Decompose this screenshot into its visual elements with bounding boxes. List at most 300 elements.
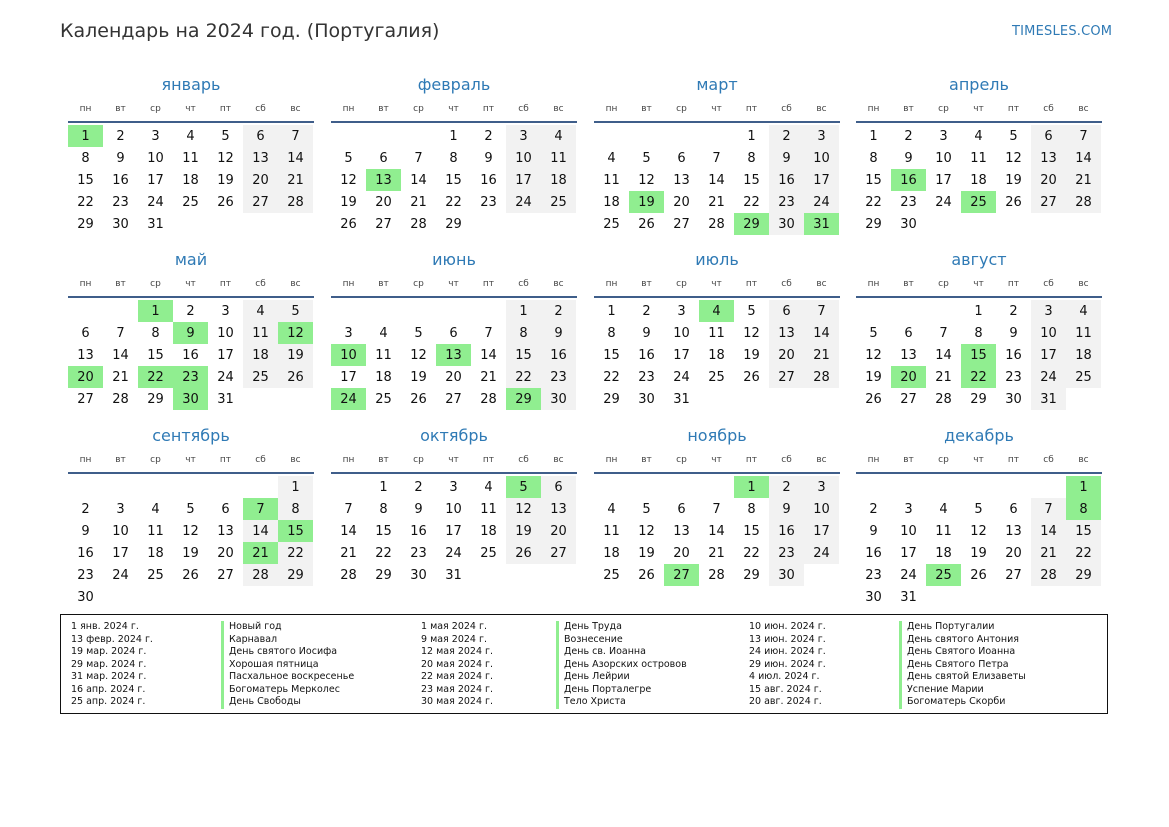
weekday-label: пт	[219, 279, 232, 289]
day-cell: 23	[77, 567, 94, 583]
day-cell: 11	[147, 523, 164, 539]
month-name: декабрь	[944, 426, 1014, 445]
legend-date: 22 мая 2024 г.	[421, 671, 494, 682]
day-cell: 27	[77, 391, 94, 407]
day-cell: 2	[541, 300, 576, 322]
day-cell: 19	[865, 369, 882, 385]
day-cell: 17	[506, 169, 541, 191]
day-cell: 28	[804, 366, 839, 388]
day-cell: 22	[445, 194, 462, 210]
day-cell: 24	[935, 194, 952, 210]
day-cell: 22	[375, 545, 392, 561]
day-cell: 7	[1066, 125, 1101, 147]
day-cell: 26	[1005, 194, 1022, 210]
day-cell: 10	[1031, 322, 1066, 344]
day-cell: 15	[743, 523, 760, 539]
legend-holiday-name: Новый год	[221, 621, 354, 634]
header-rule	[331, 121, 577, 123]
day-cell: 31	[673, 391, 690, 407]
weekday-label: чт	[711, 455, 722, 465]
weekday-label: чт	[448, 455, 459, 465]
day-cell: 16	[77, 545, 94, 561]
day-cell: 27	[217, 567, 234, 583]
empty-cell	[331, 476, 366, 498]
day-grid	[331, 125, 577, 235]
day-cell: 27	[673, 216, 690, 232]
day-cell: 9	[769, 147, 804, 169]
empty-cell	[1066, 213, 1101, 235]
day-cell: 11	[1066, 322, 1101, 344]
day-cell: 12	[217, 150, 234, 166]
day-cell: 6	[379, 150, 388, 166]
empty-cell	[103, 476, 138, 498]
empty-cell	[506, 564, 541, 586]
empty-cell	[769, 388, 804, 410]
day-cell: 29	[743, 567, 760, 583]
empty-cell	[699, 388, 734, 410]
empty-cell	[208, 476, 243, 498]
day-cell: 25	[243, 366, 278, 388]
day-cell: 5	[642, 150, 651, 166]
day-cell: 16	[769, 169, 804, 191]
day-cell: 7	[939, 325, 948, 341]
weekday-label: чт	[448, 104, 459, 114]
day-cell: 24	[900, 567, 917, 583]
day-cell: 29	[865, 216, 882, 232]
day-cell: 31	[1031, 388, 1066, 410]
day-cell: 21	[708, 194, 725, 210]
day-cell: 6	[1009, 501, 1018, 517]
day-cell: 22	[1066, 542, 1101, 564]
day-cell: 5	[278, 300, 313, 322]
empty-cell	[961, 213, 996, 235]
day-cell: 23	[900, 194, 917, 210]
day-cell: 22	[138, 366, 173, 388]
day-cell: 23	[1005, 369, 1022, 385]
day-cell: 6	[1031, 125, 1066, 147]
day-cell: 15	[506, 344, 541, 366]
day-cell: 27	[1005, 567, 1022, 583]
day-cell: 18	[1066, 344, 1101, 366]
day-cell: 5	[1009, 128, 1018, 144]
weekday-label: вс	[290, 279, 301, 289]
day-cell: 25	[541, 191, 576, 213]
legend-date: 20 мая 2024 г.	[421, 658, 494, 670]
day-cell: 5	[974, 501, 983, 517]
weekday-header	[856, 98, 1102, 118]
day-cell: 15	[375, 523, 392, 539]
weekday-label: чт	[973, 455, 984, 465]
empty-cell	[208, 586, 243, 608]
legend-holiday-name: День Португалии	[899, 621, 1026, 634]
empty-cell	[961, 476, 996, 498]
month-10	[331, 423, 577, 586]
header-rule	[68, 121, 314, 123]
day-cell: 13	[1005, 523, 1022, 539]
month-9	[68, 423, 314, 608]
empty-cell	[173, 586, 208, 608]
day-cell: 29	[147, 391, 164, 407]
day-cell: 12	[638, 523, 655, 539]
day-cell: 17	[935, 172, 952, 188]
day-cell: 16	[410, 523, 427, 539]
day-cell: 18	[480, 523, 497, 539]
weekday-label: сб	[781, 455, 792, 465]
weekday-label: пт	[482, 104, 495, 114]
day-cell: 7	[278, 125, 313, 147]
day-cell: 5	[186, 501, 195, 517]
day-cell: 24	[217, 369, 234, 385]
day-cell: 27	[243, 191, 278, 213]
empty-cell	[629, 476, 664, 498]
day-cell: 9	[869, 523, 878, 539]
day-cell: 15	[961, 344, 996, 366]
day-cell: 8	[278, 498, 313, 520]
month-1	[68, 72, 314, 235]
legend-date: 13 февр. 2024 г.	[71, 633, 153, 645]
weekday-header	[331, 273, 577, 293]
legend-holiday-name: Успение Марии	[899, 684, 1026, 697]
empty-cell	[891, 476, 926, 498]
day-cell: 11	[182, 150, 199, 166]
day-cell: 11	[603, 172, 620, 188]
day-cell: 8	[607, 325, 616, 341]
month-12	[856, 423, 1102, 608]
empty-cell	[138, 586, 173, 608]
weekday-label: ср	[938, 279, 949, 289]
day-cell: 2	[414, 479, 423, 495]
day-cell: 22	[865, 194, 882, 210]
site-link[interactable]: TIMESLES.COM	[1012, 24, 1113, 39]
legend-holiday-name: День Лейрии	[556, 671, 687, 684]
day-cell: 3	[677, 303, 686, 319]
day-cell: 5	[747, 303, 756, 319]
day-cell: 1	[68, 125, 103, 147]
empty-cell	[173, 213, 208, 235]
empty-cell	[926, 586, 961, 608]
weekday-label: пт	[482, 279, 495, 289]
day-cell: 4	[484, 479, 493, 495]
day-cell: 18	[603, 194, 620, 210]
day-cell: 1	[449, 128, 458, 144]
day-cell: 10	[900, 523, 917, 539]
weekday-header	[594, 98, 840, 118]
day-cell: 24	[112, 567, 129, 583]
day-cell: 21	[243, 542, 278, 564]
day-cell: 28	[708, 216, 725, 232]
weekday-label: сб	[255, 455, 266, 465]
day-cell: 9	[173, 322, 208, 344]
weekday-header	[594, 449, 840, 469]
legend-names-col-3	[899, 621, 1026, 709]
legend-names-col-2	[556, 621, 687, 709]
header-rule	[594, 296, 840, 298]
day-cell: 21	[480, 369, 497, 385]
weekday-label: ср	[150, 455, 161, 465]
legend-holiday-name: День Порталегре	[556, 684, 687, 697]
day-cell: 16	[1005, 347, 1022, 363]
day-cell: 15	[743, 172, 760, 188]
day-cell: 11	[480, 501, 497, 517]
weekday-label: сб	[518, 455, 529, 465]
day-cell: 21	[340, 545, 357, 561]
day-cell: 12	[1005, 150, 1022, 166]
day-cell: 7	[116, 325, 125, 341]
day-cell: 17	[804, 520, 839, 542]
day-cell: 3	[449, 479, 458, 495]
day-cell: 13	[673, 172, 690, 188]
legend-date: 4 июл. 2024 г.	[749, 671, 820, 682]
empty-cell	[664, 125, 699, 147]
empty-cell	[804, 564, 839, 586]
weekday-label: вс	[816, 279, 827, 289]
day-cell: 27	[375, 216, 392, 232]
day-cell: 3	[904, 501, 913, 517]
day-cell: 9	[904, 150, 913, 166]
weekday-label: пн	[79, 104, 92, 114]
day-cell: 21	[935, 369, 952, 385]
legend-date: 1 мая 2024 г.	[421, 621, 487, 632]
day-cell: 20	[1031, 169, 1066, 191]
legend-holiday-name: Хорошая пятница	[221, 659, 354, 672]
day-cell: 29	[734, 213, 769, 235]
day-cell: 6	[904, 325, 913, 341]
day-cell: 31	[445, 567, 462, 583]
day-cell: 27	[900, 391, 917, 407]
day-cell: 20	[1005, 545, 1022, 561]
empty-cell	[436, 300, 471, 322]
weekday-label: вт	[378, 455, 389, 465]
weekday-label: сб	[781, 279, 792, 289]
day-cell: 6	[677, 150, 686, 166]
day-cell: 3	[1031, 300, 1066, 322]
day-cell: 20	[891, 366, 926, 388]
day-cell: 2	[186, 303, 195, 319]
day-cell: 11	[243, 322, 278, 344]
day-cell: 26	[278, 366, 313, 388]
day-cell: 8	[506, 322, 541, 344]
day-cell: 28	[243, 564, 278, 586]
header-rule	[856, 472, 1102, 474]
legend-date: 10 июн. 2024 г.	[749, 621, 826, 632]
legend-holiday-name: День святой Елизаветы	[899, 671, 1026, 684]
day-cell: 18	[541, 169, 576, 191]
legend-date: 20 авг. 2024 г.	[749, 696, 822, 707]
legend-dates-col-1	[71, 621, 153, 709]
day-cell: 2	[642, 303, 651, 319]
weekday-header	[856, 449, 1102, 469]
day-cell: 12	[506, 498, 541, 520]
day-cell: 14	[243, 520, 278, 542]
day-cell: 25	[603, 216, 620, 232]
day-cell: 5	[344, 150, 353, 166]
empty-cell	[1031, 213, 1066, 235]
day-cell: 6	[243, 125, 278, 147]
day-cell: 12	[865, 347, 882, 363]
weekday-label: чт	[185, 455, 196, 465]
empty-cell	[594, 125, 629, 147]
day-cell: 20	[673, 194, 690, 210]
day-cell: 2	[1009, 303, 1018, 319]
header-rule	[594, 472, 840, 474]
empty-cell	[366, 125, 401, 147]
day-cell: 19	[638, 545, 655, 561]
day-cell: 16	[891, 169, 926, 191]
day-cell: 14	[1066, 147, 1101, 169]
weekday-label: чт	[973, 104, 984, 114]
day-cell: 6	[449, 325, 458, 341]
day-cell: 5	[869, 325, 878, 341]
day-cell: 24	[804, 542, 839, 564]
day-cell: 21	[708, 545, 725, 561]
day-cell: 20	[375, 194, 392, 210]
day-cell: 17	[445, 523, 462, 539]
day-cell: 8	[974, 325, 983, 341]
day-cell: 7	[344, 501, 353, 517]
day-cell: 10	[804, 498, 839, 520]
day-cell: 12	[340, 172, 357, 188]
day-cell: 3	[506, 125, 541, 147]
day-cell: 3	[221, 303, 230, 319]
day-cell: 16	[480, 172, 497, 188]
day-cell: 18	[375, 369, 392, 385]
day-cell: 14	[935, 347, 952, 363]
day-cell: 26	[743, 369, 760, 385]
empty-cell	[173, 476, 208, 498]
day-cell: 7	[804, 300, 839, 322]
weekday-label: вт	[903, 455, 914, 465]
day-cell: 9	[541, 322, 576, 344]
day-cell: 20	[541, 520, 576, 542]
weekday-label: вт	[641, 104, 652, 114]
day-cell: 24	[506, 191, 541, 213]
day-cell: 30	[769, 564, 804, 586]
day-cell: 26	[970, 567, 987, 583]
day-cell: 14	[804, 322, 839, 344]
day-cell: 19	[217, 172, 234, 188]
day-cell: 8	[1066, 498, 1101, 520]
day-cell: 29	[603, 391, 620, 407]
day-cell: 10	[935, 150, 952, 166]
day-cell: 22	[77, 194, 94, 210]
legend-date: 19 мар. 2024 г.	[71, 646, 147, 657]
day-cell: 30	[900, 216, 917, 232]
day-cell: 25	[603, 567, 620, 583]
day-cell: 14	[278, 147, 313, 169]
weekday-label: вт	[378, 104, 389, 114]
empty-cell	[699, 476, 734, 498]
legend-holiday-name: День Азорских островов	[556, 659, 687, 672]
header-rule	[68, 296, 314, 298]
weekday-label: чт	[711, 104, 722, 114]
weekday-label: чт	[185, 279, 196, 289]
weekday-label: вс	[816, 104, 827, 114]
legend-holiday-name: День св. Иоанна	[556, 646, 687, 659]
legend-date: 29 июн. 2024 г.	[749, 658, 826, 670]
day-cell: 18	[708, 347, 725, 363]
day-cell: 12	[278, 322, 313, 344]
day-cell: 8	[81, 150, 90, 166]
weekday-label: ср	[676, 279, 687, 289]
weekday-label: пт	[219, 455, 232, 465]
day-cell: 8	[449, 150, 458, 166]
day-cell: 26	[865, 391, 882, 407]
day-cell: 1	[607, 303, 616, 319]
day-cell: 4	[699, 300, 734, 322]
day-cell: 19	[506, 520, 541, 542]
day-cell: 1	[1066, 476, 1101, 498]
day-cell: 17	[900, 545, 917, 561]
day-cell: 1	[974, 303, 983, 319]
day-cell: 15	[445, 172, 462, 188]
day-cell: 4	[541, 125, 576, 147]
weekday-label: пн	[79, 279, 92, 289]
day-cell: 19	[278, 344, 313, 366]
day-cell: 26	[340, 216, 357, 232]
weekday-label: ср	[676, 455, 687, 465]
weekday-label: ср	[676, 104, 687, 114]
day-cell: 6	[541, 476, 576, 498]
day-cell: 19	[970, 545, 987, 561]
month-5	[68, 247, 314, 410]
legend-dates-col-2	[421, 621, 493, 709]
day-cell: 28	[1066, 191, 1101, 213]
day-grid	[594, 476, 840, 586]
day-cell: 7	[712, 501, 721, 517]
day-cell: 6	[81, 325, 90, 341]
month-name: ноябрь	[687, 426, 747, 445]
day-cell: 4	[379, 325, 388, 341]
header-rule	[331, 296, 577, 298]
day-cell: 8	[869, 150, 878, 166]
weekday-label: ср	[150, 104, 161, 114]
day-cell: 25	[375, 391, 392, 407]
weekday-header	[68, 273, 314, 293]
weekday-label: вс	[1078, 279, 1089, 289]
month-name: июль	[695, 250, 739, 269]
day-cell: 14	[410, 172, 427, 188]
day-cell: 25	[1066, 366, 1101, 388]
empty-cell	[471, 300, 506, 322]
day-cell: 18	[935, 545, 952, 561]
weekday-label: сб	[255, 279, 266, 289]
day-cell: 24	[1031, 366, 1066, 388]
legend-holiday-name: День святого Иосифа	[221, 646, 354, 659]
weekday-label: вт	[115, 104, 126, 114]
weekday-label: ср	[938, 455, 949, 465]
day-cell: 20	[217, 545, 234, 561]
day-cell: 31	[804, 213, 839, 235]
day-grid	[331, 476, 577, 586]
weekday-label: ср	[413, 455, 424, 465]
day-cell: 21	[804, 344, 839, 366]
empty-cell	[68, 300, 103, 322]
day-cell: 14	[1031, 520, 1066, 542]
month-3	[594, 72, 840, 235]
weekday-label: чт	[448, 279, 459, 289]
day-cell: 9	[769, 498, 804, 520]
header-rule	[856, 121, 1102, 123]
weekday-label: вт	[378, 279, 389, 289]
day-cell: 19	[1005, 172, 1022, 188]
day-cell: 1	[734, 476, 769, 498]
weekday-label: сб	[518, 104, 529, 114]
weekday-header	[68, 98, 314, 118]
empty-cell	[243, 586, 278, 608]
day-grid	[856, 125, 1102, 235]
day-cell: 13	[217, 523, 234, 539]
day-cell: 11	[375, 347, 392, 363]
